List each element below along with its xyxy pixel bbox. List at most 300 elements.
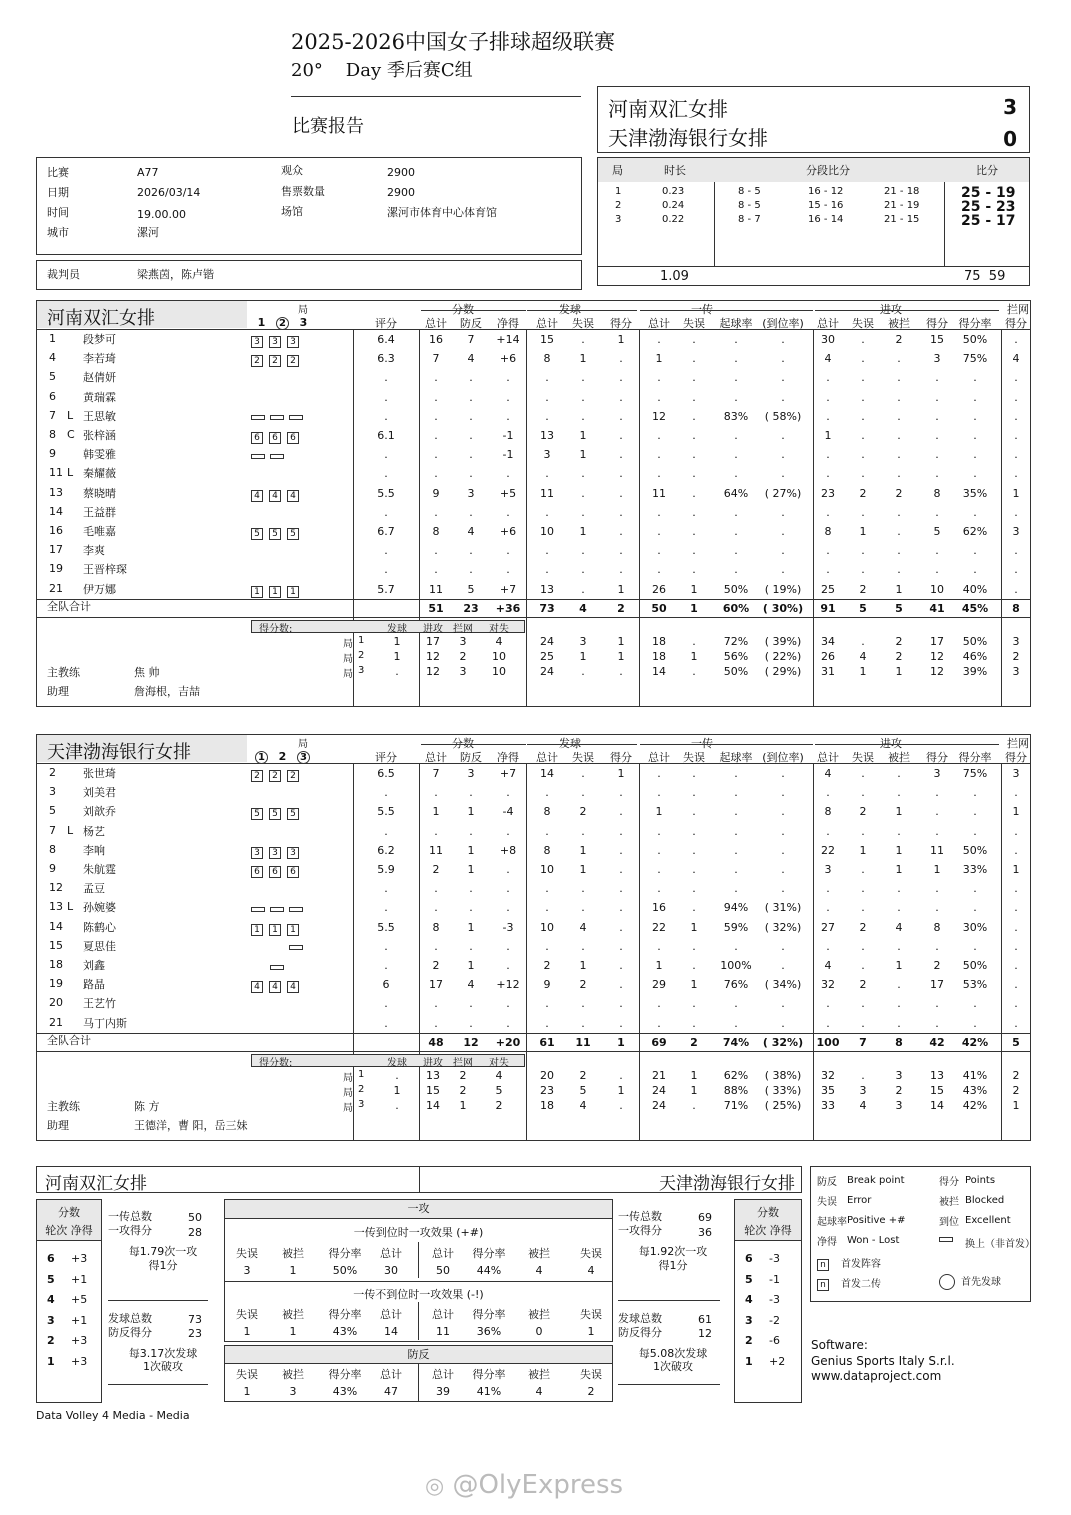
stat-rx: .: [781, 429, 785, 442]
stat-wl: .: [506, 959, 510, 972]
stat-st: 11: [540, 486, 554, 500]
stat-rt: 1: [655, 959, 663, 972]
byset-bk: 1: [1012, 1098, 1020, 1112]
player-name: 李响: [83, 843, 105, 857]
set-label: 局: [343, 638, 353, 650]
fa-col-header: 总计: [380, 1308, 402, 1321]
stat-at: 3: [824, 863, 832, 876]
byset-re: .: [692, 1098, 696, 1112]
stat-se: .: [581, 882, 585, 896]
rotation-net: +3: [71, 1252, 88, 1265]
byset-sp: 1: [617, 634, 625, 648]
stat-sp: .: [619, 786, 623, 800]
stat-ab: .: [897, 978, 901, 992]
position-box: 4: [269, 981, 281, 993]
fa-col-header: 得分率: [472, 1247, 506, 1260]
stat-bk: .: [1014, 409, 1018, 423]
stat-at: .: [826, 390, 830, 404]
stat-rp: .: [734, 505, 738, 519]
player-row: [37, 765, 1030, 784]
stat-bp: 1: [467, 805, 475, 819]
set-partial-16: 16 - 12: [808, 186, 844, 197]
col-header-bp: 防反: [460, 751, 482, 764]
stat-vt: 17: [429, 978, 443, 992]
stat-r: .: [384, 901, 388, 915]
divider: [527, 310, 637, 311]
sets-col-partials: 分段比分: [806, 164, 850, 177]
col-header-sp: 得分: [610, 751, 632, 764]
stat-vt: 16: [429, 333, 443, 346]
stat-se: 1: [579, 843, 587, 857]
stat-wl: .: [506, 390, 510, 404]
stat-re: .: [692, 767, 696, 780]
stat-bp: 1: [467, 863, 475, 876]
legend-value: Positive +#: [847, 1215, 906, 1226]
stat-ae: .: [861, 429, 865, 442]
stat-vt: .: [434, 429, 438, 442]
player-positions: [251, 768, 304, 782]
stat-bk: 1: [1012, 805, 1020, 819]
stat-sp: .: [619, 390, 623, 404]
stat-sp: .: [619, 920, 623, 934]
position-box: 2: [287, 770, 299, 782]
assistant-names: 詹海根，吉喆: [134, 684, 200, 698]
byset-attack: 13: [426, 1068, 440, 1082]
col-header-at: 总计: [817, 751, 839, 764]
stat-rt: .: [657, 786, 661, 800]
stat-rt: .: [657, 939, 661, 953]
fa-col-header: 失误: [236, 1308, 258, 1321]
stat-bk: .: [1014, 901, 1018, 915]
set-label: 局: [343, 1102, 353, 1114]
byset-serve: .: [395, 1098, 399, 1112]
byset-bk: 3: [1012, 634, 1020, 648]
coach-label: 主教练: [47, 665, 80, 679]
stat-ae: .: [861, 544, 865, 558]
stat-ae: .: [861, 901, 865, 915]
fa-col-header: 得分率: [328, 1308, 362, 1321]
byset-re: .: [692, 634, 696, 648]
player-name: 路晶: [83, 978, 105, 992]
away-bp-label: 防反得分: [618, 1326, 662, 1339]
position-box: 1: [287, 586, 299, 598]
stat-at: .: [826, 409, 830, 423]
position-box: 4: [269, 490, 281, 502]
stat-r: 6: [382, 978, 390, 992]
fa-value: 50%: [332, 1264, 358, 1277]
stat-se: 2: [579, 805, 587, 819]
stat-sp: 1: [617, 767, 625, 780]
stat-sp: 1: [617, 333, 625, 346]
stat-apc: 40%: [962, 582, 988, 596]
stat-r: .: [384, 563, 388, 577]
byset-rp: 50%: [723, 664, 749, 678]
stat-r: .: [384, 997, 388, 1011]
stat-bk: .: [1014, 333, 1018, 346]
position-box: 3: [251, 336, 263, 348]
stat-ap: .: [935, 1016, 939, 1030]
stat-apc: .: [973, 997, 977, 1011]
byset-opp-error: 5: [495, 1083, 503, 1097]
stat-rt: .: [657, 390, 661, 404]
stat-ae: .: [861, 409, 865, 423]
byset-se: 3: [579, 634, 587, 648]
stat-vt: 7: [432, 352, 440, 366]
stat-bp: .: [469, 824, 473, 838]
byset-ap: 15: [930, 1083, 944, 1097]
set-duration: 0.24: [662, 200, 685, 211]
stat-bk: .: [1014, 920, 1018, 934]
stat-ab: 1: [895, 959, 903, 972]
divider: [225, 1218, 612, 1219]
stat-wl: .: [506, 505, 510, 519]
stat-rp: .: [734, 824, 738, 838]
stat-vt: .: [434, 939, 438, 953]
away-reception-total-label: 一传总数: [618, 1210, 662, 1223]
col-header-se: 失误: [572, 751, 594, 764]
col-header-apc: 得分率: [958, 317, 992, 330]
col-block: 拦网: [1007, 737, 1029, 750]
position-box: 1: [269, 924, 281, 936]
stat-apc: .: [973, 371, 977, 385]
substitute-icon: [270, 415, 284, 420]
away-reception-total: 69: [698, 1211, 712, 1224]
stat-st: 8: [543, 805, 551, 819]
player-name: 王益群: [83, 505, 116, 519]
stat-wl: .: [506, 901, 510, 915]
player-row: [37, 823, 1030, 842]
total-st: 61: [539, 1035, 555, 1049]
stat-wl: -1: [502, 448, 514, 462]
stat-re: .: [692, 429, 696, 442]
fa-value: 1: [243, 1325, 251, 1338]
col-reception: 一传: [691, 303, 713, 316]
stat-ap: .: [935, 505, 939, 519]
stat-wl: .: [506, 563, 510, 577]
stat-sp: .: [619, 863, 623, 876]
legend-value: Excellent: [965, 1215, 1011, 1226]
rotation-net: -2: [769, 1313, 780, 1327]
stat-se: .: [581, 467, 585, 481]
stat-se: .: [581, 824, 585, 838]
stat-rx: ( 32%): [764, 920, 802, 934]
stat-r: .: [384, 959, 388, 972]
stat-ap: .: [935, 882, 939, 896]
fa-col-header: 失误: [580, 1308, 602, 1321]
set-partial-8: 8 - 5: [738, 200, 761, 211]
total-sp: 2: [617, 601, 625, 615]
player-number: 4: [49, 351, 56, 365]
stat-rx: .: [781, 544, 785, 558]
byset-rx: ( 29%): [764, 664, 802, 678]
player-positions: [251, 979, 304, 993]
player-number: 21: [49, 1015, 63, 1029]
stat-wl: .: [506, 863, 510, 876]
bottom-home-name: 河南双汇女排: [45, 1174, 147, 1194]
stat-bp: 1: [467, 843, 475, 857]
player-positions: [251, 806, 304, 820]
byset-rt: 21: [652, 1068, 666, 1082]
stat-sp: .: [619, 882, 623, 896]
stat-at: 4: [824, 767, 832, 780]
stat-at: .: [826, 371, 830, 385]
city-label: 城市: [47, 226, 69, 239]
stat-bk: .: [1014, 786, 1018, 800]
player-row: [37, 485, 1030, 504]
col-header-sp: 得分: [610, 317, 632, 330]
player-number: 5: [49, 804, 56, 818]
stat-re: .: [692, 939, 696, 953]
position-box: 2: [251, 770, 263, 782]
divider: [618, 1384, 720, 1385]
stat-ab: .: [897, 767, 901, 780]
stat-st: .: [545, 371, 549, 385]
stat-bp: .: [469, 429, 473, 442]
stat-bp: 1: [467, 920, 475, 934]
divider: [37, 329, 1030, 330]
stat-ap: .: [935, 467, 939, 481]
substitute-icon: [251, 907, 265, 912]
stat-apc: 53%: [962, 978, 988, 992]
stat-rx: .: [781, 786, 785, 800]
stat-wl: +6: [499, 352, 517, 366]
position-box: 5: [287, 528, 299, 540]
stat-bk: .: [1014, 978, 1018, 992]
stat-sp: .: [619, 429, 623, 442]
stat-re: .: [692, 843, 696, 857]
stat-ab: .: [897, 824, 901, 838]
stat-st: 2: [543, 959, 551, 972]
player-row: [37, 1015, 1030, 1034]
stat-bk: .: [1014, 563, 1018, 577]
stat-ae: .: [861, 786, 865, 800]
col-header-rating: 评分: [375, 317, 397, 330]
rotation-net: -3: [769, 1252, 780, 1265]
score-by-col: 发球: [387, 623, 407, 635]
byset-ae: 3: [859, 1083, 867, 1097]
total-re: 1: [690, 601, 698, 615]
stat-re: .: [692, 863, 696, 876]
defense-box: [224, 1345, 613, 1402]
stat-rp: 100%: [720, 959, 752, 972]
divider: [618, 1300, 720, 1301]
stat-rp: .: [734, 429, 738, 442]
stat-at: 4: [824, 352, 832, 366]
stat-rp: .: [734, 786, 738, 800]
total-rx: ( 32%): [762, 1035, 804, 1049]
fa-value: 50: [436, 1264, 450, 1277]
stat-st: .: [545, 939, 549, 953]
fa-value: 11: [436, 1325, 450, 1338]
stat-wl: .: [506, 882, 510, 896]
player-name: 段梦可: [83, 333, 116, 346]
home-fa-points: 28: [188, 1226, 202, 1239]
stat-at: 32: [821, 978, 835, 992]
byset-block: 2: [459, 1083, 467, 1097]
weibo-icon: ◎: [425, 1474, 445, 1499]
total-st: 73: [539, 601, 555, 615]
stat-bp: 4: [467, 978, 475, 992]
position-box: 1: [251, 924, 263, 936]
byset-rx: ( 39%): [764, 634, 802, 648]
stat-sp: .: [619, 448, 623, 462]
player-row: [37, 919, 1030, 938]
byset-rp: 72%: [723, 634, 749, 648]
stat-ab: .: [897, 371, 901, 385]
stat-se: .: [581, 486, 585, 500]
set-score: 25 - 19: [961, 185, 1016, 201]
fa-value: 4: [535, 1385, 543, 1398]
player-name: 刘美君: [83, 786, 116, 800]
fa-value: 44%: [476, 1264, 502, 1277]
stat-se: 2: [579, 978, 587, 992]
total-rp: 74%: [722, 1035, 750, 1049]
player-positions: [251, 488, 304, 502]
stat-bp: .: [469, 390, 473, 404]
legend-setter: [817, 1275, 881, 1291]
byset-sp: .: [619, 1068, 623, 1082]
stat-bk: .: [1014, 544, 1018, 558]
stat-vt: 2: [432, 863, 440, 876]
rotation-number: 6: [47, 1252, 55, 1265]
col-header-rx: (到位率): [762, 751, 804, 764]
byset-se: 4: [579, 1098, 587, 1112]
fa-value: 3: [289, 1385, 297, 1398]
stat-sp: .: [619, 486, 623, 500]
fa-value: 14: [384, 1325, 398, 1338]
fa-col-header: 被拦: [282, 1368, 304, 1381]
stat-rt: 16: [652, 901, 666, 915]
substitute-icon: [289, 945, 303, 950]
total-re: 2: [690, 1035, 698, 1049]
stat-re: .: [692, 333, 696, 346]
stat-ab: .: [897, 563, 901, 577]
stat-rt: .: [657, 882, 661, 896]
stat-st: .: [545, 824, 549, 838]
stat-ae: .: [861, 371, 865, 385]
stat-ap: .: [935, 786, 939, 800]
stat-bk: .: [1014, 843, 1018, 857]
byset-st: 24: [540, 664, 554, 678]
referee-value: 梁燕茵，陈卢锴: [137, 268, 214, 281]
stat-st: 14: [540, 767, 554, 780]
rotation-net: +3: [71, 1334, 88, 1347]
stat-sp: 1: [617, 582, 625, 596]
stat-rx: .: [781, 371, 785, 385]
away-serve-ratio-2: 1次破攻: [653, 1360, 693, 1373]
substitute-icon: [939, 1237, 953, 1242]
stat-vt: .: [434, 390, 438, 404]
tickets-label: 售票数量: [281, 185, 325, 198]
stat-se: 1: [579, 959, 587, 972]
divider: [714, 182, 715, 266]
total-bp: 12: [463, 1035, 479, 1049]
stat-rp: 50%: [723, 582, 749, 596]
stat-se: .: [581, 333, 585, 346]
legend-key: 到位: [939, 1217, 959, 1228]
byset-bk: 2: [1012, 1083, 1020, 1097]
byset-block: 3: [459, 664, 467, 678]
stat-rt: .: [657, 863, 661, 876]
stat-ab: .: [897, 901, 901, 915]
set-number: 2: [615, 200, 622, 211]
set-indicator-3: 3: [299, 316, 308, 329]
stat-st: .: [545, 409, 549, 423]
player-number: 12: [49, 881, 63, 895]
stat-rt: 26: [652, 582, 666, 596]
stat-at: .: [826, 505, 830, 519]
set-label-num: 2: [358, 649, 365, 661]
player-number: 2: [49, 766, 56, 779]
stat-apc: .: [973, 805, 977, 819]
rotation-number: 2: [47, 1334, 55, 1347]
player-row: [37, 976, 1030, 995]
stat-re: .: [692, 467, 696, 481]
stat-at: 8: [824, 805, 832, 819]
player-name: 王艺竹: [83, 997, 116, 1011]
stat-rt: .: [657, 544, 661, 558]
col-set-label: 局: [298, 739, 308, 750]
software-label: Software:: [811, 1338, 868, 1352]
stat-wl: .: [506, 544, 510, 558]
stat-vt: .: [434, 997, 438, 1011]
set-partial-21: 21 - 15: [884, 214, 920, 225]
stat-vt: .: [434, 448, 438, 462]
stat-bk: .: [1014, 1016, 1018, 1030]
byset-sp: 1: [617, 1083, 625, 1097]
stat-ab: 1: [895, 805, 903, 819]
fa-col-header: 总计: [432, 1308, 454, 1321]
stat-ap: 8: [933, 486, 941, 500]
team-total-label: 全队合计: [47, 1033, 91, 1047]
substitute-icon: [270, 907, 284, 912]
byset-sp: .: [619, 664, 623, 678]
legend-first-serve-label: 首先发球: [961, 1277, 1001, 1288]
divider: [815, 310, 999, 311]
stat-apc: .: [973, 786, 977, 800]
stat-bp: 3: [467, 767, 475, 780]
stat-ae: .: [861, 448, 865, 462]
stat-st: 8: [543, 843, 551, 857]
stat-se: .: [581, 505, 585, 519]
set-duration: 0.22: [662, 214, 685, 225]
substitute-icon: [289, 415, 303, 420]
byset-block: 1: [459, 1098, 467, 1112]
player-positions: [251, 845, 304, 859]
stat-r: .: [384, 786, 388, 800]
stat-re: .: [692, 1016, 696, 1030]
position-box: 6: [251, 432, 263, 444]
fa-col-header: 失误: [236, 1368, 258, 1381]
stat-rp: .: [734, 882, 738, 896]
stat-bk: .: [1014, 448, 1018, 462]
legend-key: 起球率: [817, 1217, 847, 1228]
stat-ap: 5: [933, 525, 941, 538]
away-serve-ratio: 每5.08次发球: [638, 1347, 708, 1360]
legend-setter-label: 首发二传: [841, 1279, 881, 1290]
byset-rx: ( 38%): [764, 1068, 802, 1082]
total-rx: ( 30%): [762, 601, 804, 615]
stat-se: 4: [579, 920, 587, 934]
set-indicators: [255, 316, 318, 330]
position-box: 3: [251, 847, 263, 859]
player-role: L: [67, 823, 74, 837]
stat-r: 5.5: [377, 805, 395, 819]
stat-rx: ( 27%): [764, 486, 802, 500]
stat-wl: +12: [496, 978, 520, 992]
stat-rt: .: [657, 333, 661, 346]
stat-ab: 1: [895, 582, 903, 596]
